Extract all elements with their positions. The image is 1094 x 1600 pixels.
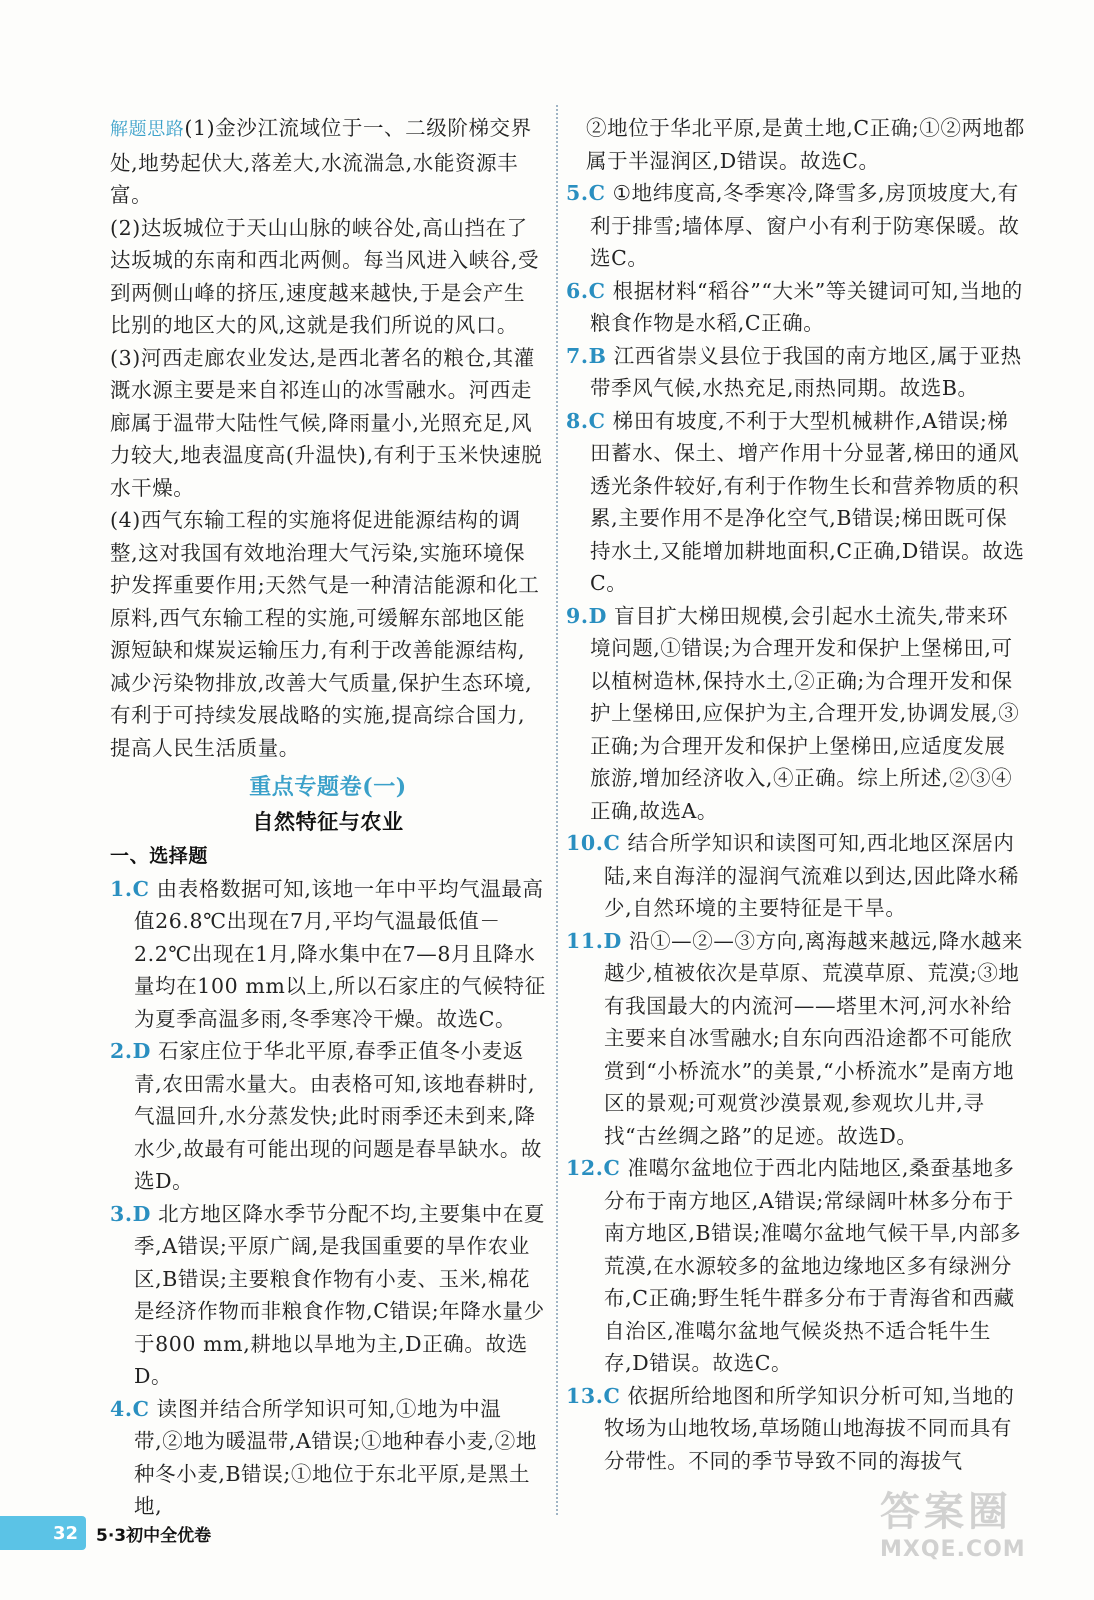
answer-number: 11.D — [566, 928, 622, 953]
answer-number: 6.C — [566, 278, 606, 303]
answer-number: 10.C — [566, 831, 621, 855]
answer-text: 依据所给地图和所学知识分析可知,当地的牧场为山地牧场,草场随山地海拔不同而具有分带性。不同的季节导致不同的海拔气 — [604, 1383, 1015, 1473]
answer-number: 12.C — [566, 1156, 621, 1180]
paragraph-2: (2)达坂城位于天山山脉的峡谷处,高山挡在了达坂城的东南和西北两侧。每当风进入峡谷,受到两侧山峰的挤压,速度越来越快,于是会产生比别的地区大的风,这就是我们所说的风口。 — [110, 215, 540, 337]
answer-item — [566, 600, 1026, 828]
answer-item — [110, 1393, 546, 1523]
page-footer — [0, 1514, 400, 1552]
section-subtitle: 自然特征与农业 — [252, 810, 404, 834]
answer-text: 根据材料“稻谷”“大米”等关键词可知,当地的粮食作物是水稻,C正确。 — [590, 278, 1023, 335]
answer-item — [566, 275, 1026, 340]
answer-text: 盲目扩大梯田规模,会引起水土流失,带来环境问题,①错误;为合理开发和保护上堡梯田,可以植树造林,保持水土,②正确;为合理开发和保护上堡梯田,应保护为主,合理开发,协调发展,③正确;为合理开发和保护上堡梯田,应适度发展旅游,增加经济收入,④正确。综上所述,②③④正确,故选A。 — [590, 603, 1020, 823]
answer-item — [110, 873, 546, 1036]
paragraph-3: (3)河西走廊农业发达,是西北著名的粮仓,其灌溉水源主要是来自祁连山的冰雪融水。河西走廊属于温带大陆性气候,降雨量小,光照充足,风力较大,地表温度高(升温快),有利于玉米快速脱水干燥。 — [110, 345, 543, 500]
answer-number: 3.D — [110, 1201, 151, 1226]
column-divider — [556, 105, 558, 1515]
answer-text: 沿①—②—③方向,离海越来越远,降水越来越少,植被依次是草原、荒漠草原、荒漠;③地有我国最大的内流河——塔里木河,河水补给主要来自冰雪融水;自东向西沿途都不可能欣赏到“小桥流水”的美景,“小桥流水”是南方地区的景观;可观赏沙漠景观,参观坎儿井,寻找“古丝绸之路”的足迹。故选D。 — [604, 928, 1024, 1148]
answer-text: 由表格数据可知,该地一年中平均气温最高值26.8℃出现在7月,平均气温最低值－2.2℃出现在1月,降水集中在7—8月且降水量均在100 mm以上,所以石家庄的气候特征为夏季高温多雨,冬季寒冷干燥。故选C。 — [134, 876, 546, 1031]
answer-number: 7.B — [566, 343, 607, 368]
intro-label: 解题思路 — [110, 119, 185, 140]
answer-text: 石家庄位于华北平原,春季正值冬小麦返青,农田需水量大。由表格可知,该地春耕时,气温回升,水分蒸发快;此时雨季还未到来,降水少,故最有可能出现的问题是春旱缺水。故选D。 — [134, 1039, 543, 1193]
part-heading: 一、选择题 — [110, 845, 209, 867]
answer-item — [566, 405, 1026, 600]
intro-paragraph — [110, 112, 546, 212]
answer-item — [566, 925, 1026, 1153]
answer-text: 梯田有坡度,不利于大型机械耕作,A错误;梯田蓄水、保土、增产作用十分显著,梯田的通风透光条件较好,有利于作物生长和营养物质的积累,主要作用不是净化空气,B错误;梯田既可保持水土,又能增加耕地面积,C正确,D错误。故选C。 — [590, 408, 1025, 595]
watermark-logo: 答案圈 — [880, 1489, 1012, 1535]
answer-item — [566, 340, 1026, 405]
answer-item — [566, 177, 1026, 275]
answer-list-left — [110, 840, 546, 1523]
answer-item — [566, 827, 1026, 925]
section-title: 重点专题卷(一) — [249, 774, 407, 800]
left-column — [110, 112, 546, 1523]
page-number: 32 — [0, 1516, 86, 1550]
answer-item — [566, 1380, 1026, 1478]
answer-text: 读图并结合所学知识可知,①地为中温带,②地为暖温带,A错误;①地种春小麦,②地种冬小麦,B错误;①地位于东北平原,是黑土地, — [134, 1396, 537, 1518]
answer-item — [110, 1198, 546, 1393]
paragraph-4: (4)西气东输工程的实施将促进能源结构的调整,这对我国有效地治理大气污染,实施环境保护发挥重要作用;天然气是一种清洁能源和化工原料,西气东输工程的实施,可缓解东部地区能源短缺和煤炭运输压力,有利于改善能源结构,减少污染物排放,改善大气质量,保护生态环境,有利于可持续发展战略的实施,提高综合国力,提高人民生活质量。 — [110, 508, 540, 760]
answer-number: 4.C — [110, 1396, 150, 1421]
answer-number: 2.D — [110, 1039, 151, 1063]
answer-number: 1.C — [110, 876, 150, 901]
answer-number: 5.C — [566, 181, 606, 205]
answer-text: 江西省崇义县位于我国的南方地区,属于亚热带季风气候,水热充足,雨热同期。故选B。 — [590, 343, 1022, 400]
watermark — [880, 1480, 1080, 1590]
answer-text: 北方地区降水季节分配不均,主要集中在夏季,A错误;平原广阔,是我国重要的旱作农业区,B错误;主要粮食作物有小麦、玉米,棉花是经济作物而非粮食作物,C错误;年降水量少于800 mm,耕地以旱地为主,D正确。故选D。 — [134, 1201, 546, 1388]
watermark-url: MXQE.COM — [880, 1537, 1026, 1562]
answer-number: 13.C — [566, 1383, 621, 1408]
right-column — [566, 112, 1026, 1477]
answer-item — [566, 1152, 1026, 1380]
answer-number: 8.C — [566, 408, 606, 433]
answer-item — [110, 1035, 546, 1198]
continuation-text: ②地位于华北平原,是黄土地,C正确;①②两地都属于半湿润区,D错误。故选C。 — [586, 116, 1025, 173]
answer-text: 结合所学知识和读图可知,西北地区深居内陆,来自海洋的湿润气流难以到达,因此降水稀少,自然环境的主要特征是干旱。 — [604, 831, 1020, 920]
book-name: 5·3初中全优卷 — [96, 1525, 212, 1546]
answer-text: 准噶尔盆地位于西北内陆地区,桑蚕基地多分布于南方地区,A错误;常绿阔叶林多分布于南方地区,B错误;准噶尔盆地气候干旱,内部多荒漠,在水源较多的盆地边缘地区多有绿洲分布,C正确;野生牦牛群多分布于青海省和西藏自治区,准噶尔盆地气候炎热不适合牦牛生存,D错误。故选C。 — [604, 1156, 1022, 1375]
answer-text: ①地纬度高,冬季寒冷,降雪多,房顶坡度大,有利于排雪;墙体厚、窗户小有利于防寒保暖。故选C。 — [590, 181, 1020, 270]
intro-text: (1)金沙江流域位于一、二级阶梯交界处,地势起伏大,落差大,水流湍急,水能资源丰富。 — [110, 116, 532, 207]
answer-number: 9.D — [566, 603, 607, 628]
